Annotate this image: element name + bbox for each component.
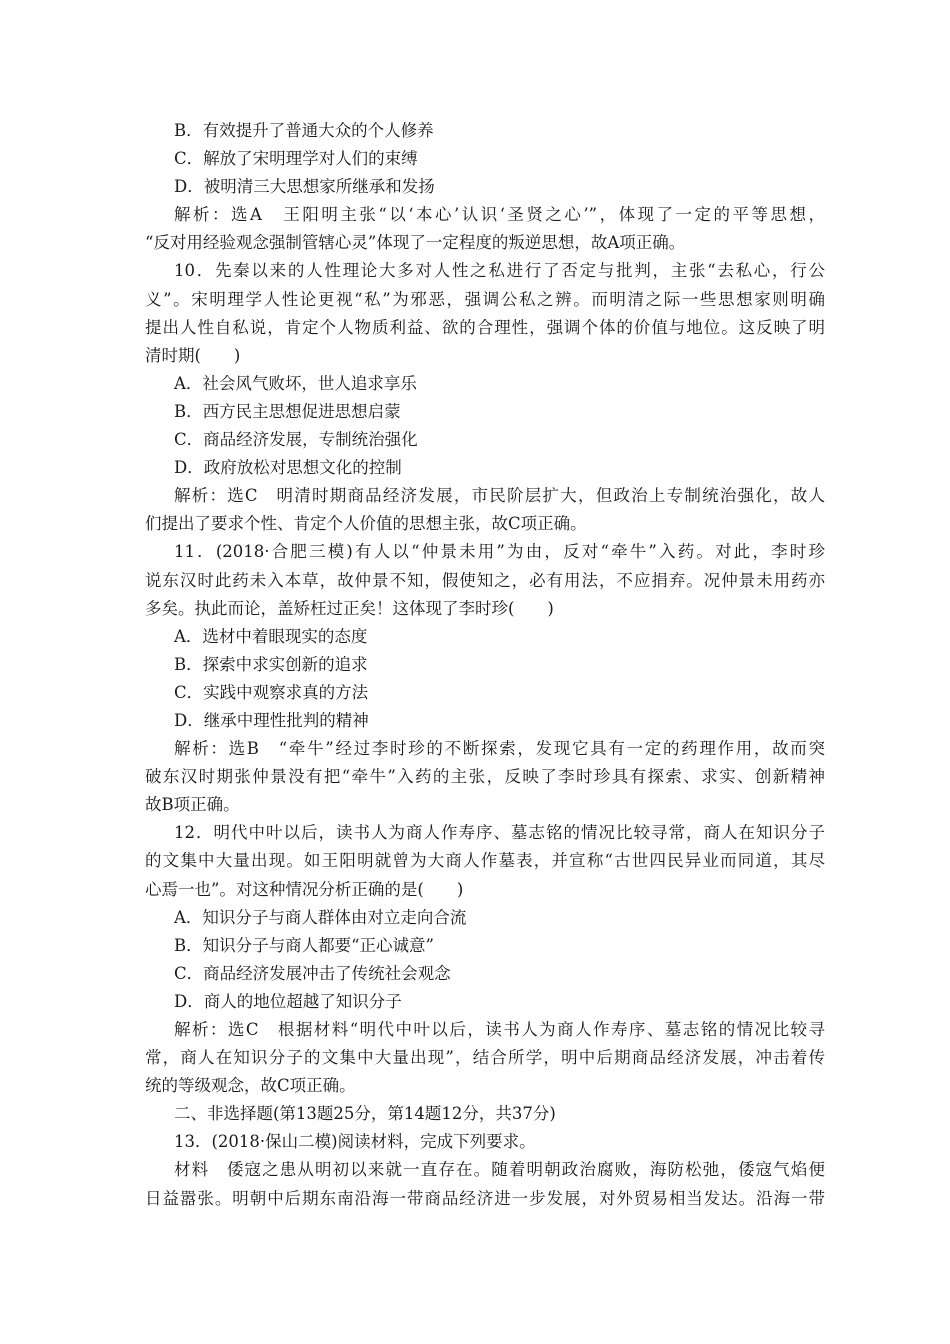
document-page xyxy=(145,117,825,1213)
text-line: D．被明清三大思想家所继承和发扬 xyxy=(174,177,435,197)
text-line: D．继承中理性批判的精神 xyxy=(174,710,369,730)
text-line: 解析：选C 根据材料“明代中叶以后，读书人为商人作寿序、墓志铭的情况比较寻 xyxy=(174,1020,825,1039)
text-line: 清时期( ) xyxy=(145,345,241,365)
text-line: C．实践中观察求真的方法 xyxy=(174,682,369,702)
text-line: 多矣。执此而论，盖矫枉过正矣！这体现了李时珍( ) xyxy=(145,598,554,618)
text-line: 13．(2018·保山二模)阅读材料，完成下列要求。 xyxy=(174,1132,536,1152)
text-line: 的文集中大量出现。如王阳明就曾为大商人作墓表，并宣称“古世四民异业而同道，其尽 xyxy=(145,851,825,871)
text-line: 10．先秦以来的人性理论大多对人性之私进行了否定与批判，主张“去私心，行公 xyxy=(174,261,825,281)
text-line: “反对用经验观念强制管辖心灵”体现了一定程度的叛逆思想，故A项正确。 xyxy=(145,233,686,253)
text-line: 说东汉时此药未入本草，故仲景不知，假使知之，必有用法，不应捐弃。况仲景未用药亦 xyxy=(145,570,825,590)
text-line: 材料 倭寇之患从明初以来就一直存在。随着明朝政治腐败，海防松弛，倭寇气焰便 xyxy=(174,1160,825,1180)
text-line: 义”。宋明理学人性论更视“私”为邪恶，强调公私之辨。而明清之际一些思想家则明确 xyxy=(145,289,825,309)
text-line: 日益嚣张。明朝中后期东南沿海一带商品经济进一步发展，对外贸易相当发达。沿海一带 xyxy=(145,1188,825,1208)
text-line: 破东汉时期张仲景没有把“牵牛”入药的主张，反映了李时珍具有探索、求实、创新精神 xyxy=(145,767,825,787)
text-line: B．西方民主思想促进思想启蒙 xyxy=(174,401,401,421)
text-line: 故B项正确。 xyxy=(145,795,240,815)
text-line: B．探索中求实创新的追求 xyxy=(174,654,368,674)
text-line: C．商品经济发展，专制统治强化 xyxy=(174,430,418,450)
text-line: B．有效提升了普通大众的个人修养 xyxy=(174,121,434,140)
text-line: 12．明代中叶以后，读书人为商人作寿序、墓志铭的情况比较寻常，商人在知识分子 xyxy=(174,823,825,843)
text-line: C．商品经济发展冲击了传统社会观念 xyxy=(174,963,451,983)
text-line: 解析：选B “牵牛”经过李时珍的不断探索，发现它具有一定的药理作用，故而突 xyxy=(174,739,825,759)
text-line: 常，商人在知识分子的文集中大量出现”，结合所学，明中后期商品经济发展，冲击着传 xyxy=(145,1048,825,1068)
text-line: D．政府放松对思想文化的控制 xyxy=(174,458,402,478)
text-line: 二、非选择题(第13题25分，第14题12分，共37分) xyxy=(174,1104,556,1124)
text-line: B．知识分子与商人都要“正心诚意” xyxy=(174,935,434,955)
text-line: 心焉一也”。对这种情况分析正确的是( ) xyxy=(145,879,464,899)
text-line: A．知识分子与商人群体由对立走向合流 xyxy=(174,907,467,927)
text-line: 11．(2018·合肥三模)有人以“仲景未用”为由，反对“牵牛”入药。对此，李时珍 xyxy=(174,542,825,562)
text-line: A．社会风气败坏，世人追求享乐 xyxy=(174,373,417,393)
text-line: 们提出了要求个性、肯定个人价值的思想主张，故C项正确。 xyxy=(145,514,587,534)
text-line: 提出人性自私说，肯定个人物质利益、欲的合理性，强调个体的价值与地位。这反映了明 xyxy=(145,317,825,337)
text-line: 解析：选C 明清时期商品经济发展，市民阶层扩大，但政治上专制统治强化，故人 xyxy=(174,486,825,506)
text-line: A．选材中着眼现实的态度 xyxy=(174,626,368,646)
text-line: D．商人的地位超越了知识分子 xyxy=(174,991,402,1011)
text-line: C．解放了宋明理学对人们的束缚 xyxy=(174,149,418,169)
text-line: 解析：选A 王阳明主张“以‘本心’认识‘圣贤之心’”，体现了一定的平等思想， xyxy=(174,205,825,225)
text-line: 统的等级观念，故C项正确。 xyxy=(145,1076,356,1096)
